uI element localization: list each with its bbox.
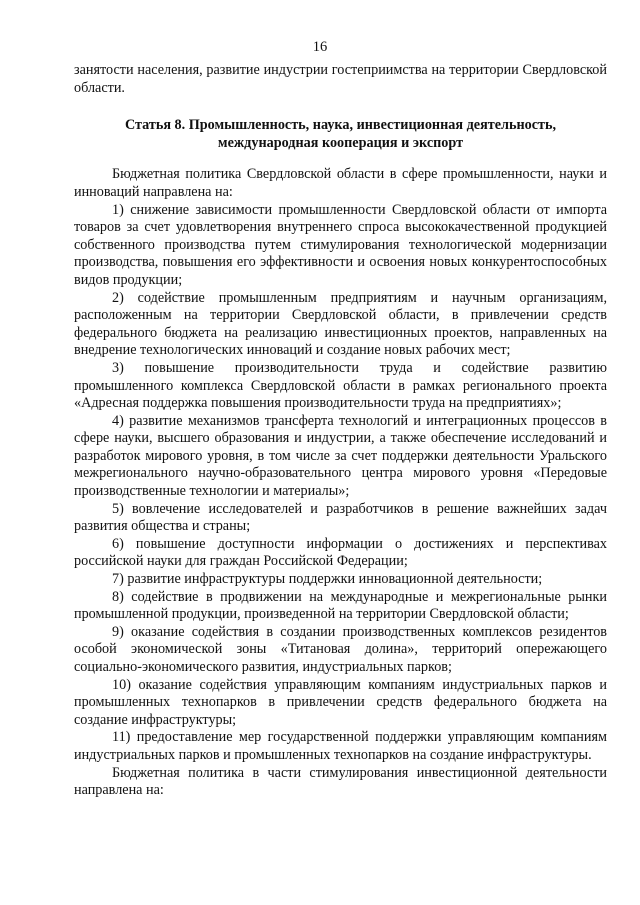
list-item-1: 1) снижение зависимости промышленности Свердловской области от импорта товаров за счет удовлетворения внутреннего спроса высококачественной продукцией собственного производства путем стимулирования технологической модернизации производства, повышения его эффективности и освоения новых конкурентоспособных видов продукции;	[74, 201, 607, 288]
list-item-5: 5) вовлечение исследователей и разработчиков в решение важнейших задач развития общества и страны;	[74, 500, 607, 535]
list-item-8: 8) содействие в продвижении на международные и межрегиональные рынки промышленной продукции, произведенной на территории Свердловской области;	[74, 588, 607, 623]
article-title	[74, 117, 607, 152]
article-title-line-2: международная кооперация и экспорт	[217, 134, 464, 151]
paragraph: Бюджетная политика Свердловской области в сфере промышленности, науки и инноваций направлена на:	[74, 166, 607, 200]
intro-paragraph: занятости населения, развитие индустрии гостеприимства на территории Свердловской области.	[74, 62, 607, 96]
document-body	[74, 62, 607, 800]
list-item-3: 3) повышение производительности труда и содействие развитию промышленного комплекса Свердловской области в рамках регионального проекта «Адресная поддержка повышения производительности труда на предприятиях»;	[74, 359, 607, 412]
list-item-4: 4) развитие механизмов трансферта технологий и интеграционных процессов в сфере науки, высшего образования и индустрии, а также обеспечение исследований и разработок мирового уровня, в том числе за счет поддержки деятельности Уральского межрегионального научно-образовательного центра мирового уровня «Передовые производственные технологии и материалы»;	[74, 412, 607, 500]
paragraph: Бюджетная политика в части стимулирования инвестиционной деятельности направлена на:	[74, 764, 607, 799]
article-title-line-1: Статья 8. Промышленность, наука, инвестиционная деятельность,	[124, 117, 557, 134]
list-item-11: 11) предоставление мер государственной поддержки управляющим компаниям индустриальных парков и промышленных технопарков на создание инфраструктуры.	[74, 729, 607, 763]
list-item-6: 6) повышение доступности информации о достижениях и перспективах российской науки для граждан Российской Федерации;	[74, 535, 607, 570]
list-item-10: 10) оказание содействия управляющим компаниям индустриальных парков и промышленных технопарков в привлечении средств федерального бюджета на создание инфраструктуры;	[74, 676, 607, 728]
list-item-2: 2) содействие промышленным предприятиям и научным организациям, расположенным на территории Свердловской области, в привлечении средств федерального бюджета на реализацию инвестиционных проектов, направленных на внедрение технологических инноваций и создание новых рабочих мест;	[74, 289, 607, 359]
page-number: 16	[312, 39, 328, 55]
list-item-7: 7) развитие инфраструктуры поддержки инновационной деятельности;	[112, 571, 543, 588]
list-item-9: 9) оказание содействия в создании производственных комплексов резидентов особой экономической зоны «Титановая долина», территорий опережающего социально-экономического развития, индустриальных парков;	[74, 623, 607, 675]
